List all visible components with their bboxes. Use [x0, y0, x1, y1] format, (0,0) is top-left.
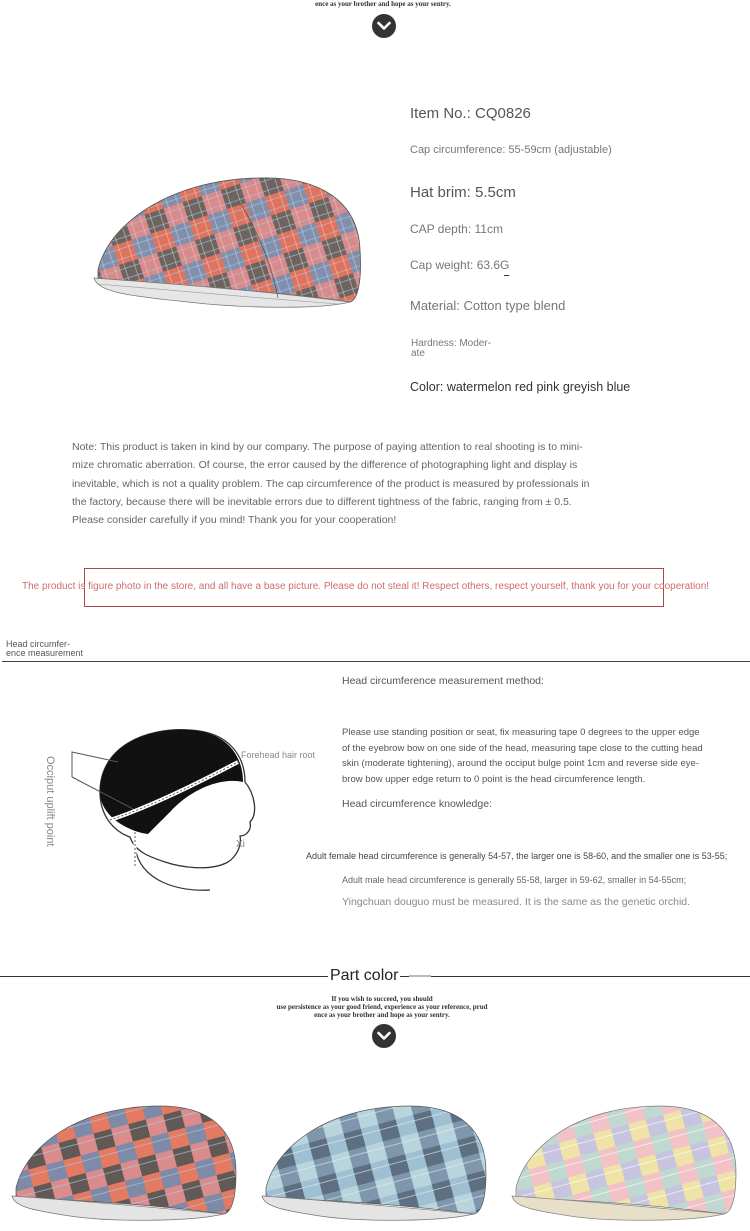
xi-label: Xi	[236, 839, 245, 850]
cap-variant-greyish-blue[interactable]	[260, 1100, 490, 1225]
spec-circumference: Cap circumference: 55-59cm (adjustable)	[410, 144, 612, 156]
part-color-title: Part color	[330, 967, 399, 984]
item-number: Item No.: CQ0826	[410, 105, 531, 122]
cap-main-image	[88, 170, 368, 315]
hardness-line-2: ate	[411, 348, 425, 359]
method-line: skin (moderate tightening), around the occiput bulge point 1cm and reverse side eye-	[342, 758, 699, 769]
cap-variant-watermelon-red[interactable]	[10, 1100, 240, 1225]
head-label-line-2: ence measurement	[6, 648, 84, 658]
forehead-label: Forehead hair root	[241, 750, 316, 760]
method-text	[342, 725, 747, 787]
hardness-line-1: Hardness: Moder-	[411, 338, 492, 349]
spec-hardness	[411, 339, 491, 359]
occiput-label: Occiput uplift point	[44, 756, 56, 847]
yingchuan-note: Yingchuan douguo must be measured. It is the same as the genetic orchid.	[342, 896, 691, 908]
knowledge-title: Head circumference knowledge:	[342, 798, 492, 810]
weight-underline	[504, 275, 509, 276]
spec-brim: Hat brim: 5.5cm	[410, 184, 516, 201]
chevron-down-icon[interactable]	[372, 1024, 396, 1048]
note-line: mize chromatic aberration. Of course, the error caused by the difference of photographing light and display is	[72, 459, 578, 472]
note-line: Please consider carefully if you mind! Thank you for your cooperation!	[72, 514, 397, 527]
note-line: the factory, because there will be inevitable errors due to different tightness of the fabric, ranging from ± 0.5.	[72, 495, 572, 508]
head-section-label	[6, 640, 83, 658]
cap-variant-pink[interactable]	[510, 1100, 740, 1225]
top-slogan-line: ence as your brother and hope as your sentry.	[315, 0, 451, 8]
spec-material: Material: Cotton type blend	[410, 298, 566, 313]
male-circumference: Adult male head circumference is generally 55-58, larger in 59-62, smaller in 54-55cm;	[342, 875, 687, 885]
copyright-notice: The product is figure photo in the store, and all have a base picture. Please do not steal it! Respect others, respect yourself, thank you for your cooperation!	[22, 581, 710, 592]
female-circumference: Adult female head circumference is generally 54-57, the larger one is 58-60, and the smaller one is 53-55;	[306, 851, 728, 861]
disclaimer-note	[72, 438, 617, 529]
head-label-line-1: Head circumfer-	[6, 639, 71, 649]
part-color-slogan	[262, 995, 502, 1019]
spec-depth: CAP depth: 11cm	[410, 222, 503, 236]
method-line: brow bow upper edge return to 0 point is the head circumference length.	[342, 773, 646, 785]
chevron-down-icon[interactable]	[372, 14, 396, 38]
slogan-line: use persistence as your good friend, experience as your reference, prud	[276, 1003, 488, 1011]
slogan-line: ence as your brother and hope as your sentry.	[314, 1011, 450, 1019]
note-line: Note: This product is taken in kind by our company. The purpose of paying attention to real shooting is to mini-	[72, 441, 583, 453]
slogan-line: If you wish to succeed, you should	[331, 995, 433, 1003]
note-line: inevitable, which is not a quality problem. The cap circumference of the product is measured by professionals in	[72, 477, 590, 490]
section-divider	[2, 661, 750, 662]
part-color-underline	[409, 975, 431, 977]
spec-color: Color: watermelon red pink greyish blue	[410, 380, 631, 394]
method-line: Please use standing position or seat, fix measuring tape 0 degrees to the upper edge	[342, 727, 700, 738]
method-line: of the eyebrow bow on one side of the head, measuring tape close to the cutting head	[342, 742, 703, 754]
head-diagram	[60, 722, 330, 897]
spec-weight: Cap weight: 63.6G	[410, 258, 510, 272]
method-title: Head circumference measurement method:	[342, 675, 544, 687]
